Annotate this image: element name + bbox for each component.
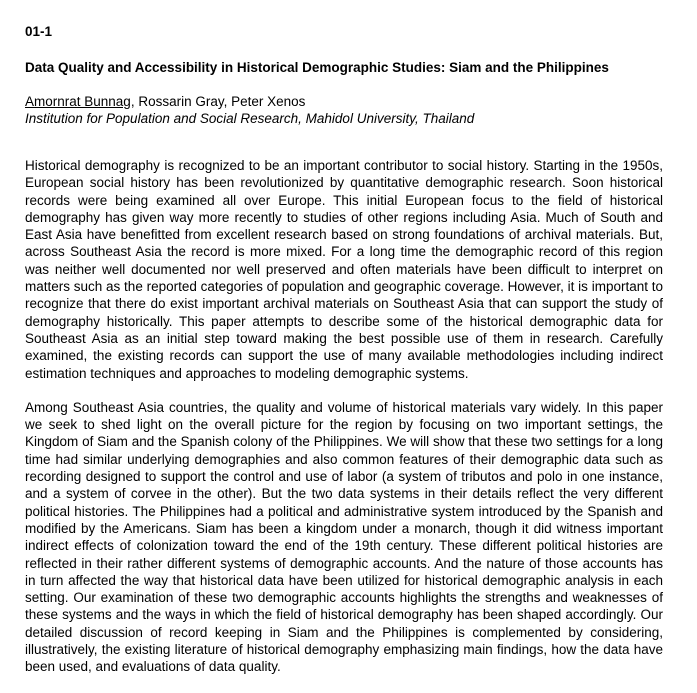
author-affiliation: Institution for Population and Social Research, Mahidol University, Thailand	[25, 111, 475, 126]
author-list	[25, 94, 663, 110]
abstract-paragraph-1: Historical demography is recognized to be an important contributor to social history. Starting in the 1950s, European social history has been revolutionized by quantitative demographic research. Soon historical records were being examined all over Europe. This initial European focus to the field of historical demography has given way more recently to studies of other regions including Asia. Much of South and East Asia have benefitted from excellent research based on strong foundations of archival materials. But, across Southeast Asia the record is more mixed. For a long time the demographic record of this region was neither well documented nor well preserved and often materials have been difficult to interpret on matters such as the reported categories of population and geographic coverage. However, it is important to recognize that there do exist important archival materials on Southeast Asia that can support the study of demography historically. This paper attempts to describe some of the historical demographic data for Southeast Asia as an initial step toward making the best possible use of them in research. Carefully examined, the existing records can support the use of many available methodologies including indirect estimation techniques and approaches to modeling demographic systems.	[25, 158, 663, 381]
abstract-id: 01-1	[25, 24, 53, 39]
co-authors: , Rossarin Gray, Peter Xenos	[130, 94, 306, 109]
presenting-author: Amornrat Bunnag	[25, 94, 131, 109]
abstract-page	[25, 24, 663, 676]
abstract-paragraph-2: Among Southeast Asia countries, the quality and volume of historical materials vary widely. In this paper we seek to shed light on the overall picture for the region by focusing on two important settings, the Kingdom of Siam and the Spanish colony of the Philippines. We will show that these two settings for a long time had similar underlying demographies and also common features of their demographic data such as recording designed to support the control and use of labor (a system of tributos and polo in one instance, and a system of corvee in the other). But the two data systems in their details reflect the very different political histories. The Philippines had a political and administrative system introduced by the Spanish and modified by the Americans. Siam has been a kingdom under a monarch, though it did witness important indirect effects of colonization toward the end of the 19th century. These different political histories are reflected in their rather different systems of demographic accounts. And the nature of those accounts has in turn affected the way that historical data have been utilized for historical demographic analysis in each setting. Our examination of these two demographic accounts highlights the strengths and weaknesses of these systems and the ways in which the field of historical demography has been shaped accordingly. Our detailed discussion of record keeping in Siam and the Philippines is complemented by considering, illustratively, the existing literature of historical demography emphasizing main findings, how the data have been used, and evaluations of data quality.	[25, 399, 663, 675]
paper-title: Data Quality and Accessibility in Historical Demographic Studies: Siam and the Philippines	[25, 60, 609, 75]
